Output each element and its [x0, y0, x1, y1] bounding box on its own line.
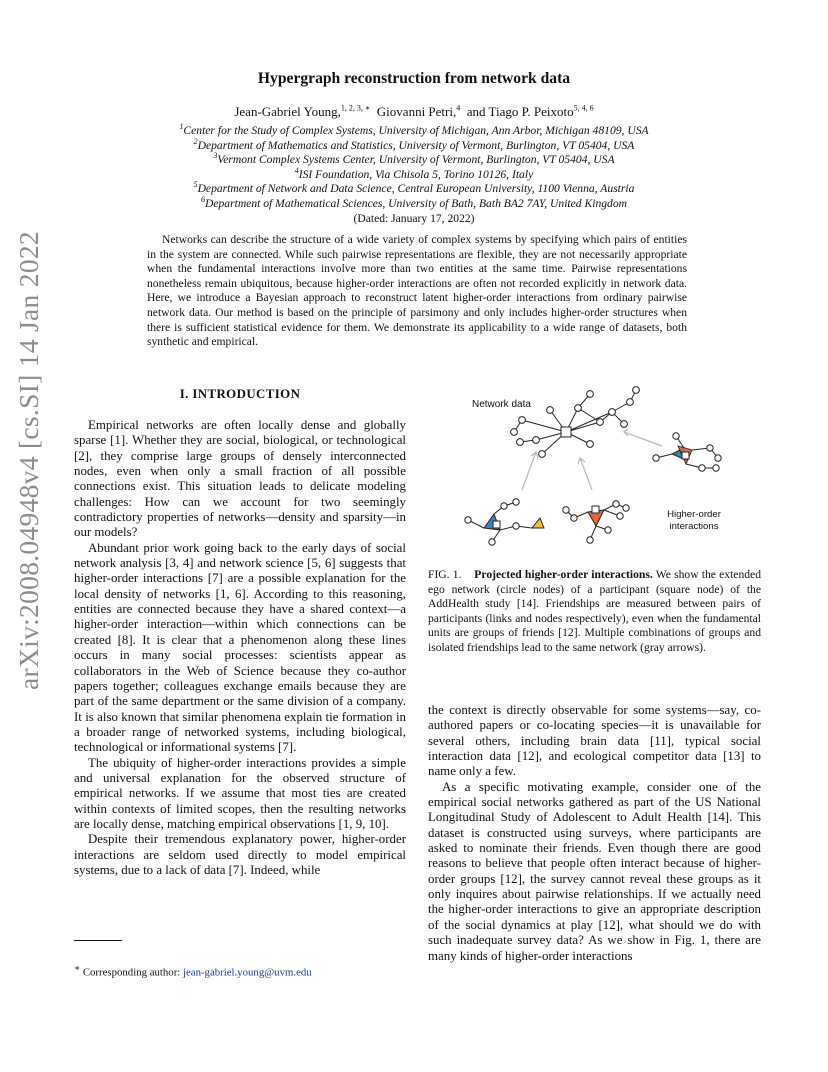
figure-caption	[428, 568, 761, 656]
paragraph: As a specific motivating example, consider one of the empirical social networks gathered as part of the US National Longitudinal Study of Adolescent to Adult Health [14]. This dataset is constructed using surveys, where participants are asked to nominate their friends. Even though there are good reasons to believe that people often interact because of higher-order groups [12], the survey cannot reveal these groups as it only inquires about pairwise relationships. If we actually need the higher-order interactions to give an appropriate description of the social dynamics at play [12], what should we do with such inadequate survey data? As we show in Fig. 1, there are many kinds of higher-order interactions	[428, 779, 761, 963]
figure-label-network: Network data	[472, 399, 531, 410]
affiliation: $^5$Department of Network and Data Science, Central European University, 1100 Vienna, Austria	[193, 180, 635, 196]
author-sup: 4	[456, 103, 461, 113]
author-list	[0, 104, 828, 120]
caption-text: We show the extended ego network (circle nodes) of a participant (square node) of the AddHealth study [14]. Friendships are measured between pairs of participants (links and nodes respectively), even when the fundamental units are groups of friends [12]. Multiple combinations of groups and isolated friendships lead to the same network (gray arrows).	[428, 568, 761, 654]
arrow	[522, 452, 536, 490]
paragraph: the context is directly observable for some systems—say, co-authored papers or co-locating species—it is unavailable for several others, including brain data [11], typical social interaction data [12], and ecological competitor data [13] to name only a few.	[428, 703, 761, 779]
affiliation: $^4$ISI Foundation, Via Chisola 5, Torino 10126, Italy	[294, 165, 534, 181]
abstract: Networks can describe the structure of a wide variety of complex systems by specifying which pairs of entities in the system are connected. While such pairwise representations are flexible, they are not necessarily appropriate when the fundamental interactions involve more than two entities at the same time. Pairwise representations nonetheless remain ubiquitous, because higher-order interactions are often not recorded explicitly in network data. Here, we introduce a Bayesian approach to reconstruct latent higher-order interactions from ordinary pairwise network data. Our method is based on the principle of parsimony and only includes higher-order structures when there is sufficient statistical evidence for them. We demonstrate its applicability to a wide range of datasets, both synthetic and empirical.	[147, 233, 687, 349]
figure-label-interactions: interactions	[669, 521, 719, 532]
affiliation: $^2$Department of Mathematics and Statistics, University of Vermont, Burlington, VT 05404, USA	[193, 136, 635, 152]
right-column	[428, 703, 761, 964]
paragraph: Despite their tremendous explanatory power, higher-order interactions are seldom used directly to model empirical systems, due to a lack of data [7]. Indeed, while	[74, 832, 406, 877]
hypergraph-left	[465, 499, 544, 545]
date-line: (Dated: January 17, 2022)	[353, 211, 475, 225]
hypergraph-middle	[563, 501, 629, 543]
footnote	[74, 963, 312, 979]
author-sup: 5, 4, 6	[573, 103, 594, 113]
affiliations	[0, 124, 828, 226]
email-link[interactable]: jean-gabriel.young@uvm.edu	[182, 966, 312, 979]
ego-square-node	[561, 427, 571, 437]
paper-title: Hypergraph reconstruction from network data	[257, 70, 571, 87]
paragraph: The ubiquity of higher-order interactions provides a simple and universal explanation for the observed structure of empirical networks. If we assume that most ties are created within contexts of limited scopes, then the resulting networks are locally dense, matching empirical observations [1, 9, 10].	[74, 755, 406, 831]
author-name: Giovanni Petri,	[376, 104, 457, 119]
arrow	[580, 458, 592, 490]
author-sup: 1, 2, 3, ∗	[340, 103, 371, 113]
left-column	[74, 418, 406, 878]
author-name: and Tiago P. Peixoto	[466, 104, 574, 119]
section-heading: I. INTRODUCTION	[179, 387, 301, 401]
author-name: Jean-Gabriel Young,	[234, 104, 341, 119]
affiliation: $^1$Center for the Study of Complex Systems, University of Michigan, Ann Arbor, Michigan 48109, USA	[179, 122, 649, 137]
network-edges	[514, 390, 636, 454]
affiliation: $^3$Vermont Complex Systems Center, University of Vermont, Burlington, VT 05404, USA	[213, 151, 615, 167]
figure-label-higher: Higher-order	[667, 509, 721, 520]
paragraph: Empirical networks are often locally dense and globally sparse [1]. Whether they are social, biological, or technological [2], they comprise large groups of densely interconnected nodes, even when only a small fraction of all possible connections exist. This situation leads to delicate modeling challenges: How can we account for two seemingly contradictory properties of networks—density and sparsity—in our models?	[74, 418, 406, 540]
arxiv-stamp: arXiv:2008.04948v4 [cs.SI] 14 Jan 2022	[13, 231, 44, 690]
footnote-marker: ∗	[74, 963, 81, 973]
caption-bold: Projected higher-order interactions.	[474, 568, 653, 581]
footnote-text: Corresponding author:	[82, 966, 183, 979]
caption-label: FIG. 1.	[428, 568, 462, 581]
paragraph: Abundant prior work going back to the early days of social network analysis [3, 4] and network science [5, 6] suggests that higher-order interactions [7] are a possible explanation for the local density of networks [1, 6]. According to this reasoning, entities are connected because they have a shared context—a higher-order interaction—within which connections can be created [8]. It is clear that a phenomenon along these lines occurs in many social processes: scientists appear as collaborators in the Web of Science because they co-author papers together; colleagues exchange emails because they are part of the same department or the same division of a company. It is also known that similar phenomena explain tie formation in a broader range of networked systems, including biological, technological or informational systems [7].	[74, 540, 406, 755]
hypergraph-right	[653, 433, 721, 471]
affiliation: $^6$Department of Mathematical Sciences, University of Bath, Bath BA2 7AY, United Kingdom	[200, 195, 628, 210]
arrow	[624, 432, 662, 446]
footnote-rule	[74, 940, 122, 941]
figure-1	[440, 380, 760, 560]
